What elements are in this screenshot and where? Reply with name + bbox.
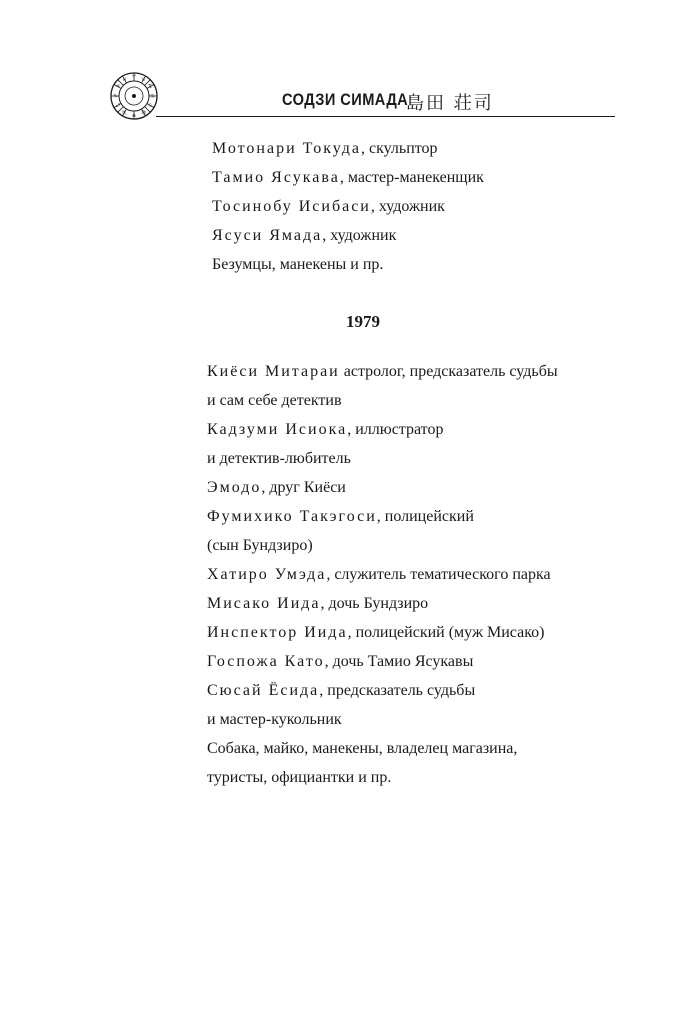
- list-item: [207, 444, 558, 473]
- list-item: [207, 386, 558, 415]
- character-name: Хатиро Умэда: [207, 566, 327, 583]
- character-name: Киёси Митараи: [207, 363, 340, 380]
- character-name: Инспектор Иида: [207, 624, 348, 641]
- character-description: , полицейский: [376, 508, 474, 525]
- character-name: Тосинобу Исибаси: [212, 198, 371, 215]
- character-name: Тамио Ясукава: [212, 169, 340, 186]
- character-description: астролог, предсказатель судьбы: [339, 363, 558, 380]
- character-name: Мисако Иида: [207, 595, 321, 612]
- svg-text:♏: ♏: [122, 110, 127, 116]
- list-item: [207, 618, 558, 647]
- svg-text:♎: ♎: [131, 113, 137, 119]
- character-description: , предсказатель судьбы: [319, 682, 476, 699]
- list-item: [207, 357, 558, 386]
- list-item: [207, 531, 558, 560]
- character-name: Кадзуми Исиока: [207, 421, 348, 438]
- cast-list-1979: [207, 357, 558, 792]
- header-divider: [156, 116, 615, 117]
- running-header-author-kanji: 島田 荘司: [406, 93, 494, 114]
- list-item: [212, 250, 484, 279]
- character-name: Госпожа Като: [207, 653, 325, 670]
- character-description: , служитель тематического парка: [326, 566, 551, 583]
- list-item: [207, 676, 558, 705]
- list-item: [212, 221, 484, 250]
- svg-text:♈: ♈: [131, 74, 137, 81]
- character-description: , иллюстратор: [347, 421, 444, 438]
- character-description: и сам себе детектив: [207, 392, 342, 409]
- character-description: Безумцы, манекены и пр.: [212, 256, 384, 273]
- list-item: [212, 134, 484, 163]
- list-item: [207, 415, 558, 444]
- svg-text:♑: ♑: [113, 93, 118, 100]
- svg-text:♍: ♍: [141, 110, 146, 116]
- cast-list-1978: [212, 134, 484, 279]
- list-item: [212, 163, 484, 192]
- character-description: Собака, майко, манекены, владелец магазина,: [207, 740, 518, 757]
- list-item: [207, 589, 558, 618]
- svg-text:♉: ♉: [141, 77, 146, 83]
- character-name: Сюсай Ёсида: [207, 682, 320, 699]
- list-item: [212, 192, 484, 221]
- list-item: [207, 647, 558, 676]
- svg-text:♊: ♊: [147, 83, 153, 90]
- character-name: Ясуси Ямада: [212, 227, 323, 244]
- character-name: Фумихико Такэгоси: [207, 508, 377, 525]
- running-header-author: СОДЗИ СИМАДА: [282, 90, 409, 109]
- list-item: [207, 502, 558, 531]
- svg-text:♌: ♌: [147, 103, 153, 109]
- list-item: [207, 473, 558, 502]
- character-description: туристы, официантки и пр.: [207, 769, 392, 786]
- character-name: Эмодо: [207, 479, 262, 496]
- character-description: и детектив-любитель: [207, 450, 351, 467]
- character-description: , художник: [370, 198, 445, 215]
- character-description: , скульптор: [360, 140, 438, 157]
- character-description: , художник: [322, 227, 397, 244]
- character-description: , друг Киёси: [261, 479, 346, 496]
- character-description: , дочь Тамио Ясукавы: [324, 653, 474, 670]
- list-item: [207, 734, 558, 763]
- character-description: , полицейский (муж Мисако): [347, 624, 545, 641]
- character-description: , дочь Бундзиро: [320, 595, 429, 612]
- list-item: [207, 560, 558, 589]
- character-name: Мотонари Токуда: [212, 140, 361, 157]
- svg-text:♐: ♐: [115, 103, 121, 109]
- character-description: и мастер-кукольник: [207, 711, 342, 728]
- year-heading: 1979: [346, 312, 380, 331]
- character-description: (сын Бундзиро): [207, 537, 313, 554]
- character-description: , мастер-манекенщик: [339, 169, 484, 186]
- svg-text:♒: ♒: [115, 83, 121, 90]
- svg-text:♋: ♋: [150, 93, 155, 100]
- zodiac-wheel-icon: [110, 72, 158, 120]
- list-item: [207, 763, 558, 792]
- list-item: [207, 705, 558, 734]
- svg-text:♓: ♓: [122, 77, 127, 83]
